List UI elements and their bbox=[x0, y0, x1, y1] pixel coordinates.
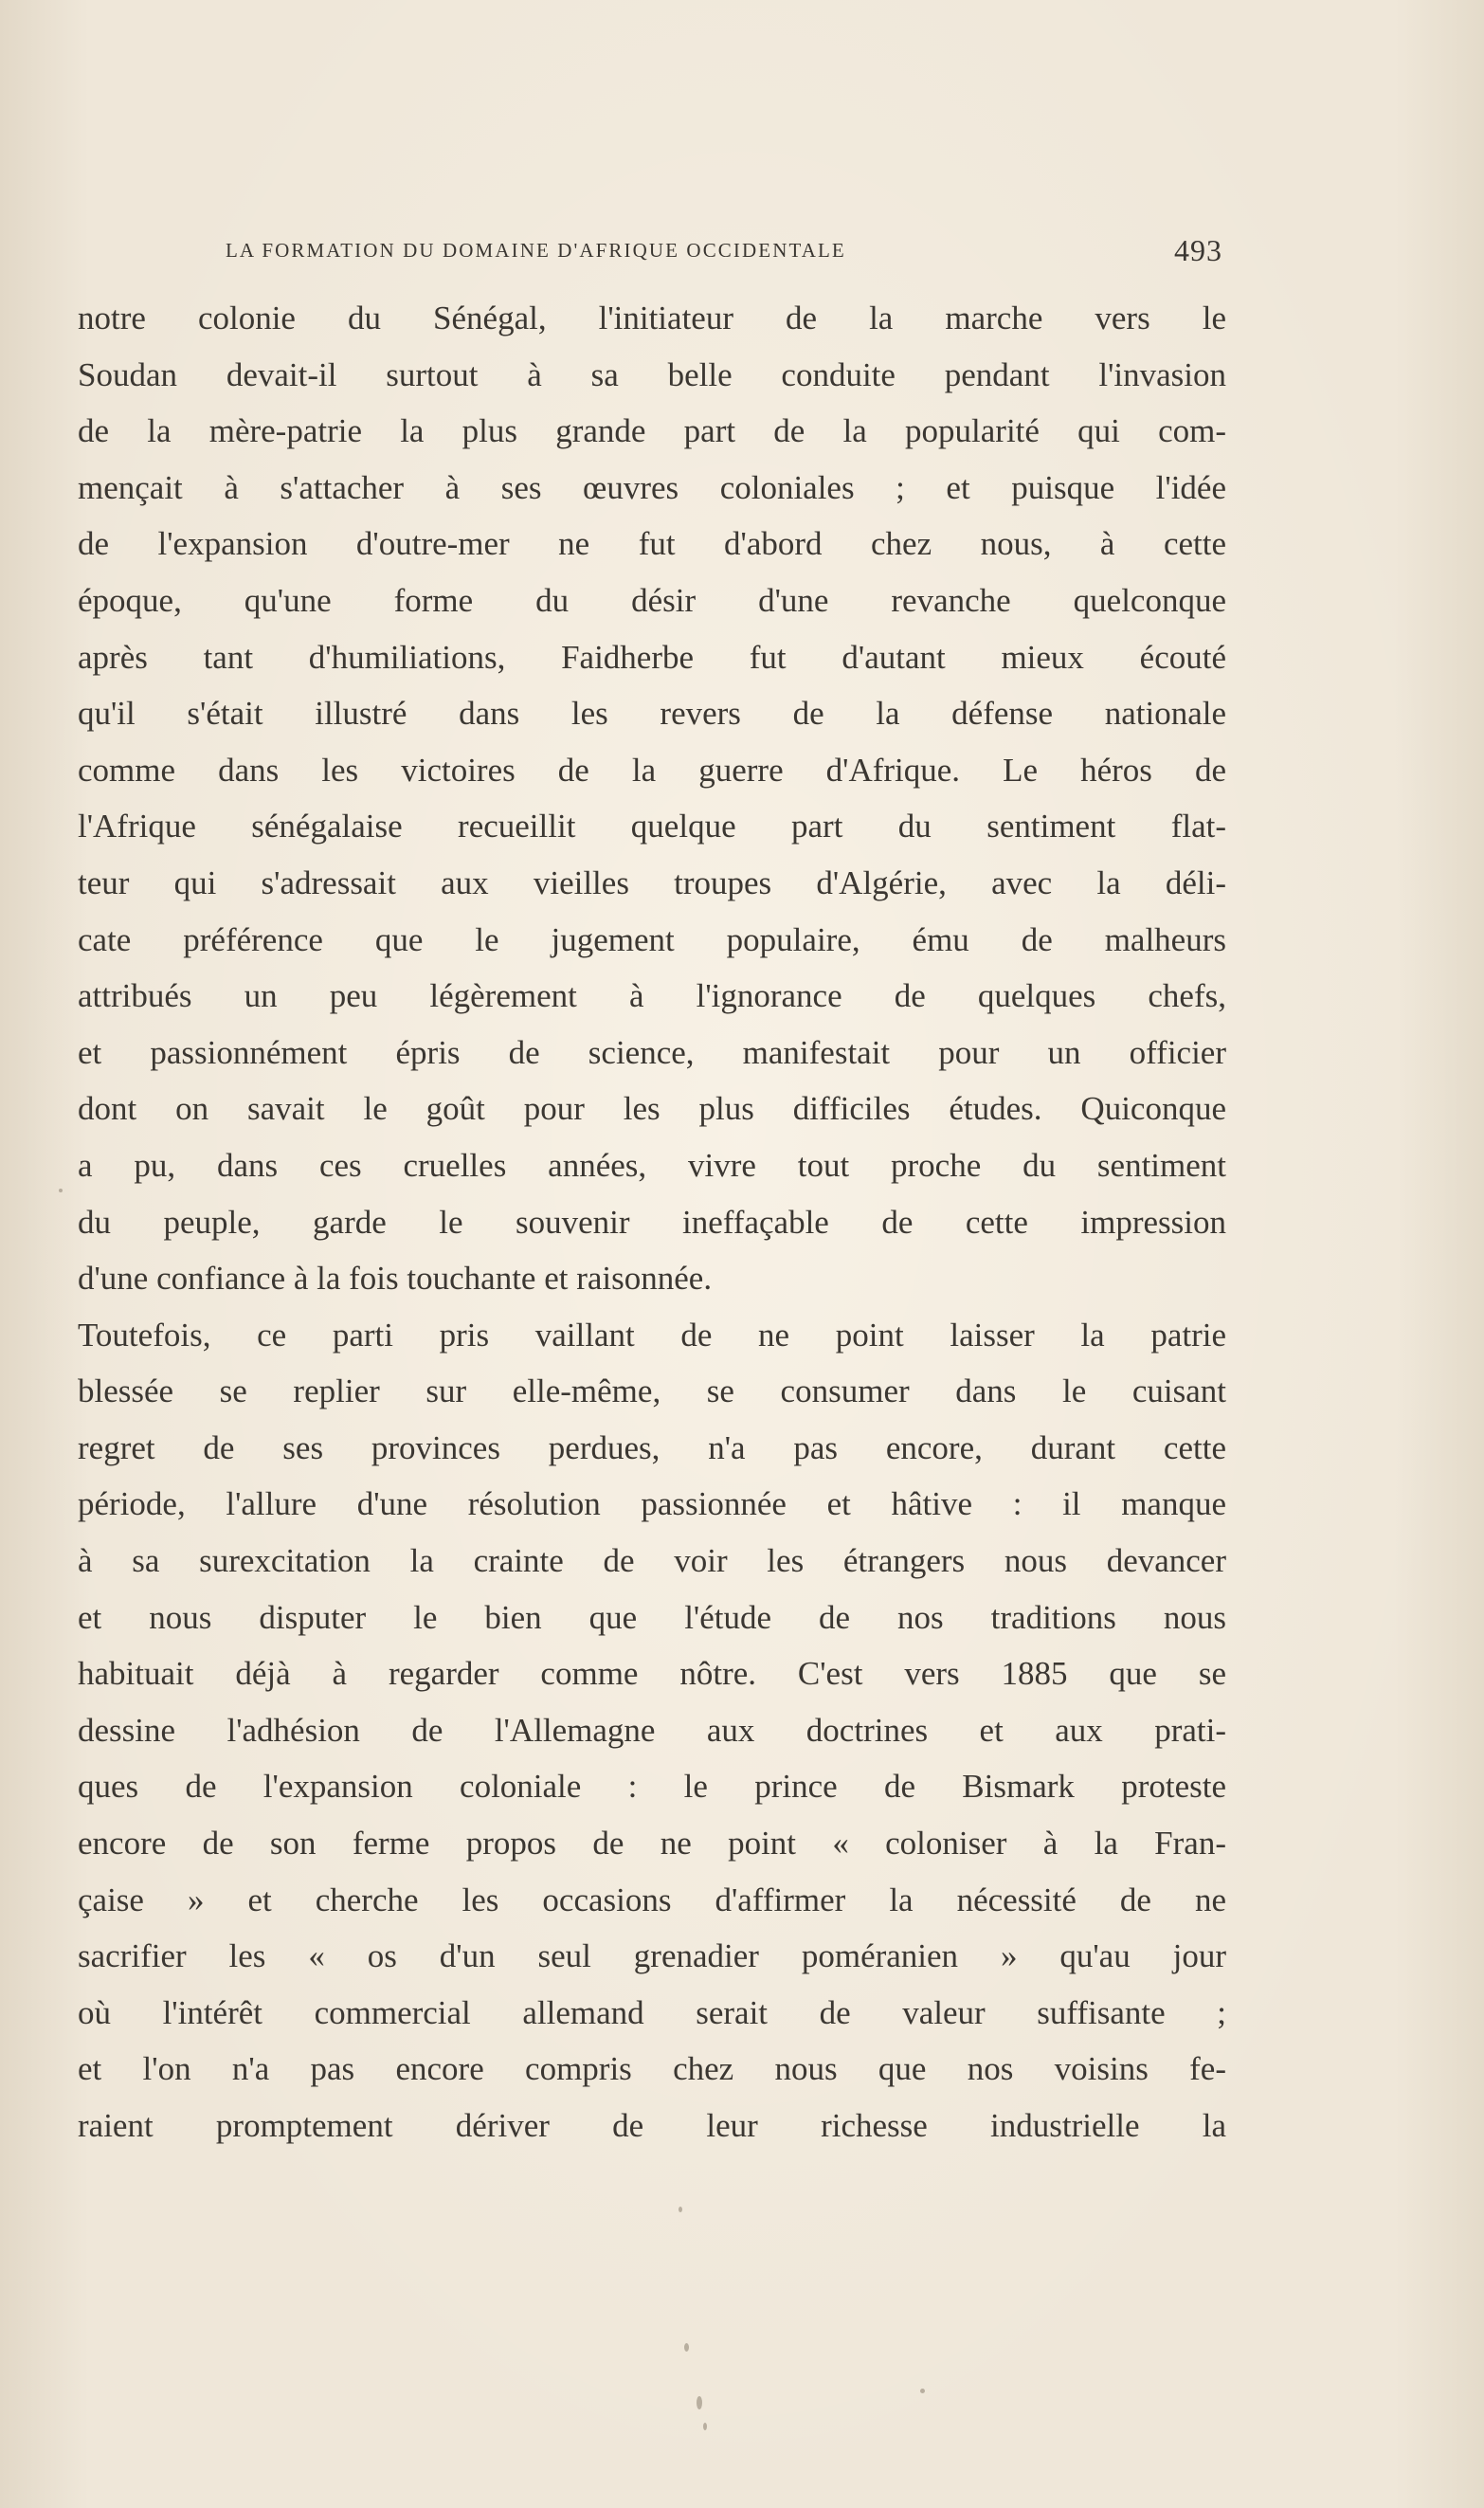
text-line: après tant d'humiliations, Faidherbe fut d'autant mieux écouté bbox=[78, 638, 1226, 676]
text-line: cate préférence que le jugement populaire, ému de malheurs bbox=[78, 920, 1226, 958]
text-line: l'Afrique sénégalaise recueillit quelque part du sentiment flat- bbox=[78, 808, 1226, 845]
text-line: du peuple, garde le souvenir ineffaçable de cette impression bbox=[78, 1203, 1226, 1241]
text-line: teur qui s'adressait aux vieilles troupes d'Algérie, avec la déli- bbox=[78, 863, 1226, 901]
text-line: encore de son ferme propos de ne point « coloniser à la Fran- bbox=[78, 1825, 1226, 1863]
text-line: Soudan devait-il surtout à sa belle conduite pendant l'invasion bbox=[78, 355, 1226, 393]
paper-speck bbox=[59, 1189, 63, 1192]
text-line: et nous disputer le bien que l'étude de nos traditions nous bbox=[78, 1598, 1226, 1636]
text-line: dont on savait le goût pour les plus difficiles études. Quiconque bbox=[78, 1090, 1226, 1128]
running-head bbox=[226, 233, 1222, 271]
text-line: époque, qu'une forme du désir d'une revanche quelconque bbox=[78, 581, 1226, 619]
paper-speck bbox=[697, 2396, 702, 2409]
text-line: a pu, dans ces cruelles années, vivre tout proche du sentiment bbox=[78, 1146, 1226, 1184]
body-text bbox=[78, 290, 1226, 2154]
text-line: comme dans les victoires de la guerre d'Afrique. Le héros de bbox=[78, 751, 1226, 789]
text-line: dessine l'adhésion de l'Allemagne aux doctrines et aux prati- bbox=[78, 1711, 1226, 1749]
paper-speck bbox=[703, 2423, 707, 2430]
text-line: attribués un peu légèrement à l'ignorance de quelques chefs, bbox=[78, 977, 1226, 1015]
text-line: blessée se replier sur elle-même, se consumer dans le cuisant bbox=[78, 1372, 1226, 1410]
text-line: et passionnément épris de science, manifestait pour un officier bbox=[78, 1033, 1226, 1071]
text-line: et l'on n'a pas encore compris chez nous que nos voisins fe- bbox=[78, 2050, 1226, 2088]
text-line: période, l'allure d'une résolution passionnée et hâtive : il manque bbox=[78, 1485, 1226, 1523]
text-line: sacrifier les « os d'un seul grenadier poméranien » qu'au jour bbox=[78, 1937, 1226, 1975]
text-line: çaise » et cherche les occasions d'affirmer la nécessité de ne bbox=[78, 1881, 1226, 1918]
text-line: où l'intérêt commercial allemand serait de valeur suffisante ; bbox=[78, 1993, 1226, 2031]
text-line: regret de ses provinces perdues, n'a pas encore, durant cette bbox=[78, 1428, 1226, 1466]
text-line: de l'expansion d'outre-mer ne fut d'abord chez nous, à cette bbox=[78, 525, 1226, 563]
text-line: Toutefois, ce parti pris vaillant de ne point laisser la patrie bbox=[78, 1316, 1226, 1354]
text-line: notre colonie du Sénégal, l'initiateur de la marche vers le bbox=[78, 300, 1226, 336]
paper-speck bbox=[920, 2389, 925, 2393]
text-line: qu'il s'était illustré dans les revers de la défense nationale bbox=[78, 695, 1226, 733]
text-line: raient promptement dériver de leur richesse industrielle la bbox=[78, 2107, 1226, 2144]
text-line: d'une confiance à la fois touchante et raisonnée. bbox=[78, 1260, 713, 1298]
text-line: de la mère-patrie la plus grande part de la popularité qui com- bbox=[78, 412, 1226, 450]
paper-speck bbox=[684, 2343, 689, 2352]
text-line: mençait à s'attacher à ses œuvres coloniales ; et puisque l'idée bbox=[78, 468, 1226, 506]
text-line: à sa surexcitation la crainte de voir les étrangers nous devancer bbox=[78, 1542, 1226, 1580]
text-line: ques de l'expansion coloniale : le prince de Bismark proteste bbox=[78, 1768, 1226, 1806]
paper-speck bbox=[679, 2207, 682, 2212]
running-title: LA FORMATION DU DOMAINE D'AFRIQUE OCCIDENTALE bbox=[226, 239, 846, 262]
page-number: 493 bbox=[1174, 233, 1222, 267]
text-line: habituait déjà à regarder comme nôtre. C'est vers 1885 que se bbox=[78, 1655, 1226, 1693]
